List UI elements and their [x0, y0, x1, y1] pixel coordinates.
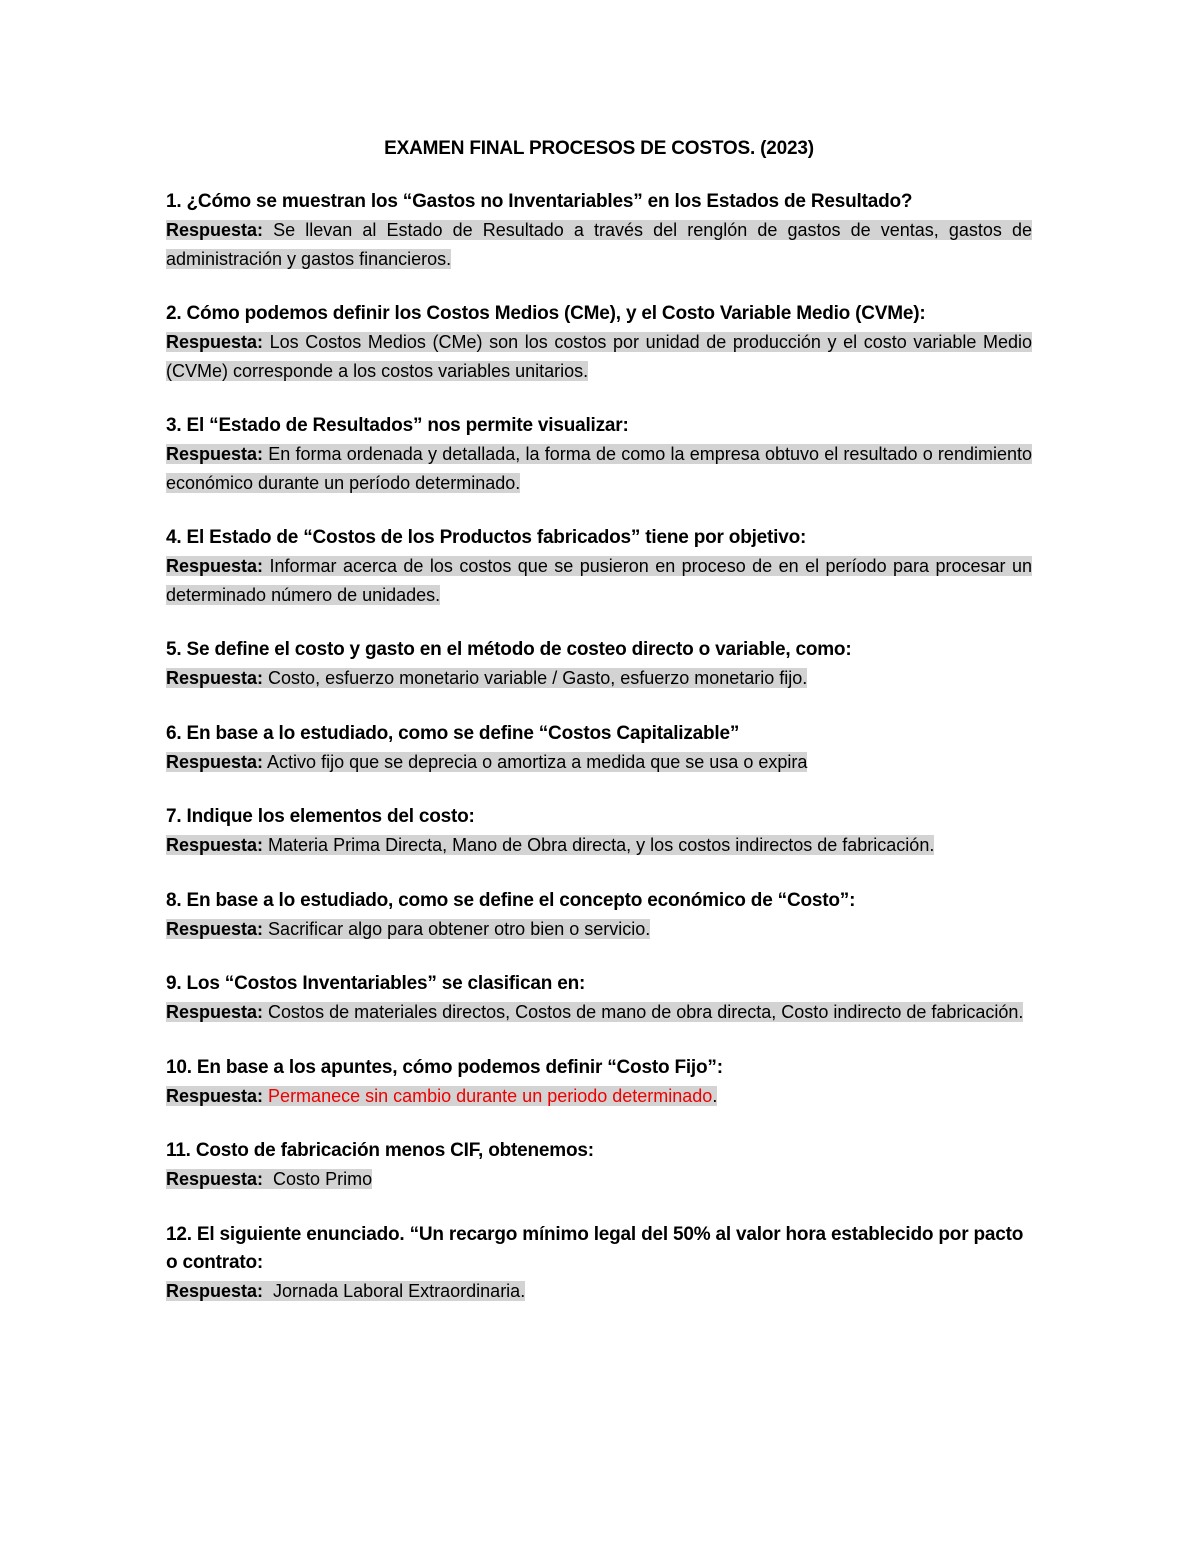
answer-label: Respuesta: [166, 835, 264, 855]
answer-text: Informar acerca de los costos que se pusieron en proceso de en el período para procesar un determinado número de unidades. [166, 556, 1032, 605]
qa-item-4 [166, 524, 1032, 609]
answer-highlight [166, 1169, 372, 1189]
qa-item-3 [166, 412, 1032, 497]
question-4: 4. El Estado de “Costos de los Productos fabricados” tiene por objetivo: [166, 527, 807, 548]
question-7: 7. Indique los elementos del costo: [166, 806, 475, 827]
question-9: 9. Los “Costos Inventariables” se clasifican en: [166, 973, 586, 994]
answer-12 [166, 1277, 1032, 1306]
answer-highlight [166, 220, 1032, 269]
answer-label: Respuesta: [166, 751, 264, 772]
question-5: 5. Se define el costo y gasto en el método de costeo directo o variable, como: [166, 639, 852, 660]
answer-label: Respuesta: [166, 668, 264, 688]
question-6: 6. En base a lo estudiado, como se define “Costos Capitalizable” [166, 722, 740, 744]
qa-item-11 [166, 1137, 1032, 1194]
answer-text: Costo, esfuerzo monetario variable / Gasto, esfuerzo monetario fijo. [268, 668, 808, 688]
answer-text: Se llevan al Estado de Resultado a través del renglón de gastos de ventas, gastos de administración y gastos financieros. [166, 220, 1032, 269]
answer-label: Respuesta: [166, 1280, 264, 1301]
answer-highlight [166, 752, 807, 772]
answer-8 [166, 915, 1032, 944]
answer-5 [166, 664, 1032, 693]
qa-item-9 [166, 970, 1032, 1027]
answer-text: Materia Prima Directa, Mano de Obra directa, y los costos indirectos de fabricación. [268, 835, 935, 855]
answer-end-period: . [712, 1085, 718, 1106]
question-3: 3. El “Estado de Resultados” nos permite visualizar: [166, 415, 629, 436]
answer-text: Costo Primo [273, 1169, 373, 1189]
qa-item-7 [166, 803, 1032, 860]
answer-highlight [166, 1002, 1023, 1022]
qa-item-8 [166, 887, 1032, 944]
answer-10 [166, 1082, 1032, 1111]
question-8: 8. En base a lo estudiado, como se define el concepto económico de “Costo”: [166, 889, 856, 911]
answer-text: Los Costos Medios (CMe) son los costos por unidad de producción y el costo variable Medio (CVMe) corresponde a los costos variables unitarios. [166, 332, 1032, 381]
answer-4 [166, 552, 1032, 609]
answer-text: Sacrificar algo para obtener otro bien o servicio. [268, 918, 651, 939]
qa-item-2 [166, 300, 1032, 385]
answer-label: Respuesta: [166, 220, 264, 240]
answer-highlight [166, 668, 807, 688]
answer-11 [166, 1165, 1032, 1194]
answer-text: Activo fijo que se deprecia o amortiza a medida que se usa o expira [267, 751, 808, 772]
document-page [166, 138, 1032, 1332]
answer-highlight [166, 444, 1032, 493]
answer-highlight [166, 1086, 717, 1106]
qa-item-10 [166, 1054, 1032, 1111]
answer-text: Jornada Laboral Extraordinaria. [273, 1280, 526, 1301]
answer-label: Respuesta: [166, 444, 264, 464]
answer-1 [166, 216, 1032, 273]
question-12: 12. El siguiente enunciado. “Un recargo mínimo legal del 50% al valor hora establecido por pacto o contrato: [166, 1223, 1024, 1273]
qa-item-12 [166, 1221, 1032, 1306]
answer-text-red: Permanece sin cambio durante un periodo determinado [268, 1085, 713, 1106]
answer-6 [166, 748, 1032, 777]
question-11: 11. Costo de fabricación menos CIF, obtenemos: [166, 1140, 594, 1161]
answer-highlight [166, 556, 1032, 605]
qa-item-1 [166, 188, 1032, 273]
answer-7 [166, 831, 1032, 860]
answer-label: Respuesta: [166, 1169, 264, 1189]
answer-3 [166, 440, 1032, 497]
answer-highlight [166, 835, 934, 855]
answer-9 [166, 998, 1032, 1027]
answer-highlight [166, 919, 650, 939]
answer-label: Respuesta: [166, 332, 264, 352]
answer-label: Respuesta: [166, 1085, 264, 1106]
answer-text: En forma ordenada y detallada, la forma de como la empresa obtuvo el resultado o rendimiento económico durante un período determinado. [166, 444, 1032, 493]
answer-label: Respuesta: [166, 556, 264, 576]
answer-highlight [166, 332, 1032, 381]
answer-highlight [166, 1281, 525, 1301]
question-1: 1. ¿Cómo se muestran los “Gastos no Inventariables” en los Estados de Resultado? [166, 191, 913, 212]
question-2: 2. Cómo podemos definir los Costos Medios (CMe), y el Costo Variable Medio (CVMe): [166, 303, 926, 324]
document-title: EXAMEN FINAL PROCESOS DE COSTOS. (2023) [384, 138, 814, 159]
answer-label: Respuesta: [166, 1002, 264, 1022]
question-10: 10. En base a los apuntes, cómo podemos definir “Costo Fijo”: [166, 1056, 723, 1078]
qa-item-5 [166, 636, 1032, 693]
answer-label: Respuesta: [166, 918, 264, 939]
qa-item-6 [166, 720, 1032, 777]
answer-text: Costos de materiales directos, Costos de mano de obra directa, Costo indirecto de fabricación. [268, 1002, 1024, 1022]
answer-2 [166, 328, 1032, 385]
